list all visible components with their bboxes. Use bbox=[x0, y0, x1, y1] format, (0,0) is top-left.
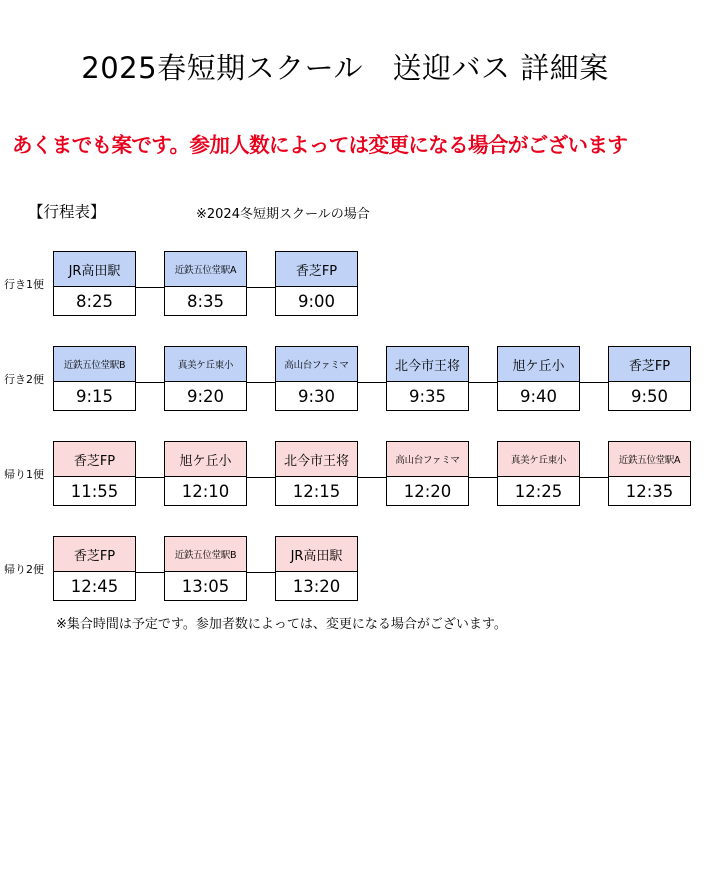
stop-box bbox=[164, 346, 247, 411]
stop-name: 旭ケ丘小 bbox=[498, 347, 579, 382]
stop-time: 12:15 bbox=[292, 481, 341, 501]
stop-time: 12:10 bbox=[181, 481, 230, 501]
stop-box bbox=[275, 536, 358, 601]
stop-box bbox=[53, 251, 136, 316]
stop-time: 12:45 bbox=[70, 576, 119, 596]
stop-name: 北今市王将 bbox=[387, 347, 468, 382]
footnote: ※集合時間は予定です。参加者数によっては、変更になる場合がございます。 bbox=[56, 617, 507, 632]
stop-name: 高山台ファミマ bbox=[387, 442, 468, 477]
stop-name: 近鉄五位堂駅A bbox=[165, 252, 246, 287]
stop-time: 11:55 bbox=[70, 481, 119, 501]
stop-time: 9:15 bbox=[75, 386, 114, 406]
change-notice: あくまでも案です。参加人数によっては変更になる場合がございます bbox=[12, 133, 628, 157]
stop-time: 12:35 bbox=[625, 481, 674, 501]
stop-box bbox=[164, 441, 247, 506]
stop-name: JR高田駅 bbox=[276, 537, 357, 572]
stop-name: 高山台ファミマ bbox=[276, 347, 357, 382]
stop-time: 13:20 bbox=[292, 576, 341, 596]
stop-name: 香芝FP bbox=[276, 252, 357, 287]
stop-box bbox=[275, 346, 358, 411]
stop-box bbox=[275, 441, 358, 506]
route-label: 行き2便 bbox=[4, 372, 44, 386]
stop-time: 8:25 bbox=[75, 291, 114, 311]
stop-box bbox=[608, 346, 691, 411]
stop-box bbox=[164, 251, 247, 316]
stop-time: 9:20 bbox=[186, 386, 225, 406]
stop-box bbox=[53, 441, 136, 506]
stop-name: 近鉄五位堂駅A bbox=[609, 442, 690, 477]
stop-name: 香芝FP bbox=[54, 442, 135, 477]
route-label: 帰り1便 bbox=[4, 467, 44, 481]
stop-name: 北今市王将 bbox=[276, 442, 357, 477]
stop-time: 9:00 bbox=[297, 291, 336, 311]
schedule-note: ※2024冬短期スクールの場合 bbox=[196, 207, 370, 222]
stop-box bbox=[608, 441, 691, 506]
stop-time: 12:20 bbox=[403, 481, 452, 501]
stop-box bbox=[497, 441, 580, 506]
stop-time: 9:30 bbox=[297, 386, 336, 406]
stop-name: 近鉄五位堂駅B bbox=[54, 347, 135, 382]
stop-name: 香芝FP bbox=[54, 537, 135, 572]
stop-time: 9:40 bbox=[519, 386, 558, 406]
stop-box bbox=[164, 536, 247, 601]
stop-box bbox=[386, 346, 469, 411]
stop-box bbox=[497, 346, 580, 411]
stop-name: JR高田駅 bbox=[54, 252, 135, 287]
stop-time: 8:35 bbox=[186, 291, 225, 311]
stop-name: 真美ケ丘東小 bbox=[165, 347, 246, 382]
page-title: 2025春短期スクール 送迎バス 詳細案 bbox=[81, 51, 609, 85]
stop-box bbox=[275, 251, 358, 316]
stop-name: 香芝FP bbox=[609, 347, 690, 382]
stop-name: 旭ケ丘小 bbox=[165, 442, 246, 477]
stop-box bbox=[386, 441, 469, 506]
stop-name: 近鉄五位堂駅B bbox=[165, 537, 246, 572]
stop-time: 9:35 bbox=[408, 386, 447, 406]
schedule-label: 【行程表】 bbox=[28, 203, 106, 221]
route-label: 行き1便 bbox=[4, 277, 44, 291]
stop-name: 真美ケ丘東小 bbox=[498, 442, 579, 477]
stop-box bbox=[53, 536, 136, 601]
route-label: 帰り2便 bbox=[4, 562, 44, 576]
stop-box bbox=[53, 346, 136, 411]
stop-time: 13:05 bbox=[181, 576, 230, 596]
stop-time: 9:50 bbox=[630, 386, 669, 406]
stop-time: 12:25 bbox=[514, 481, 563, 501]
